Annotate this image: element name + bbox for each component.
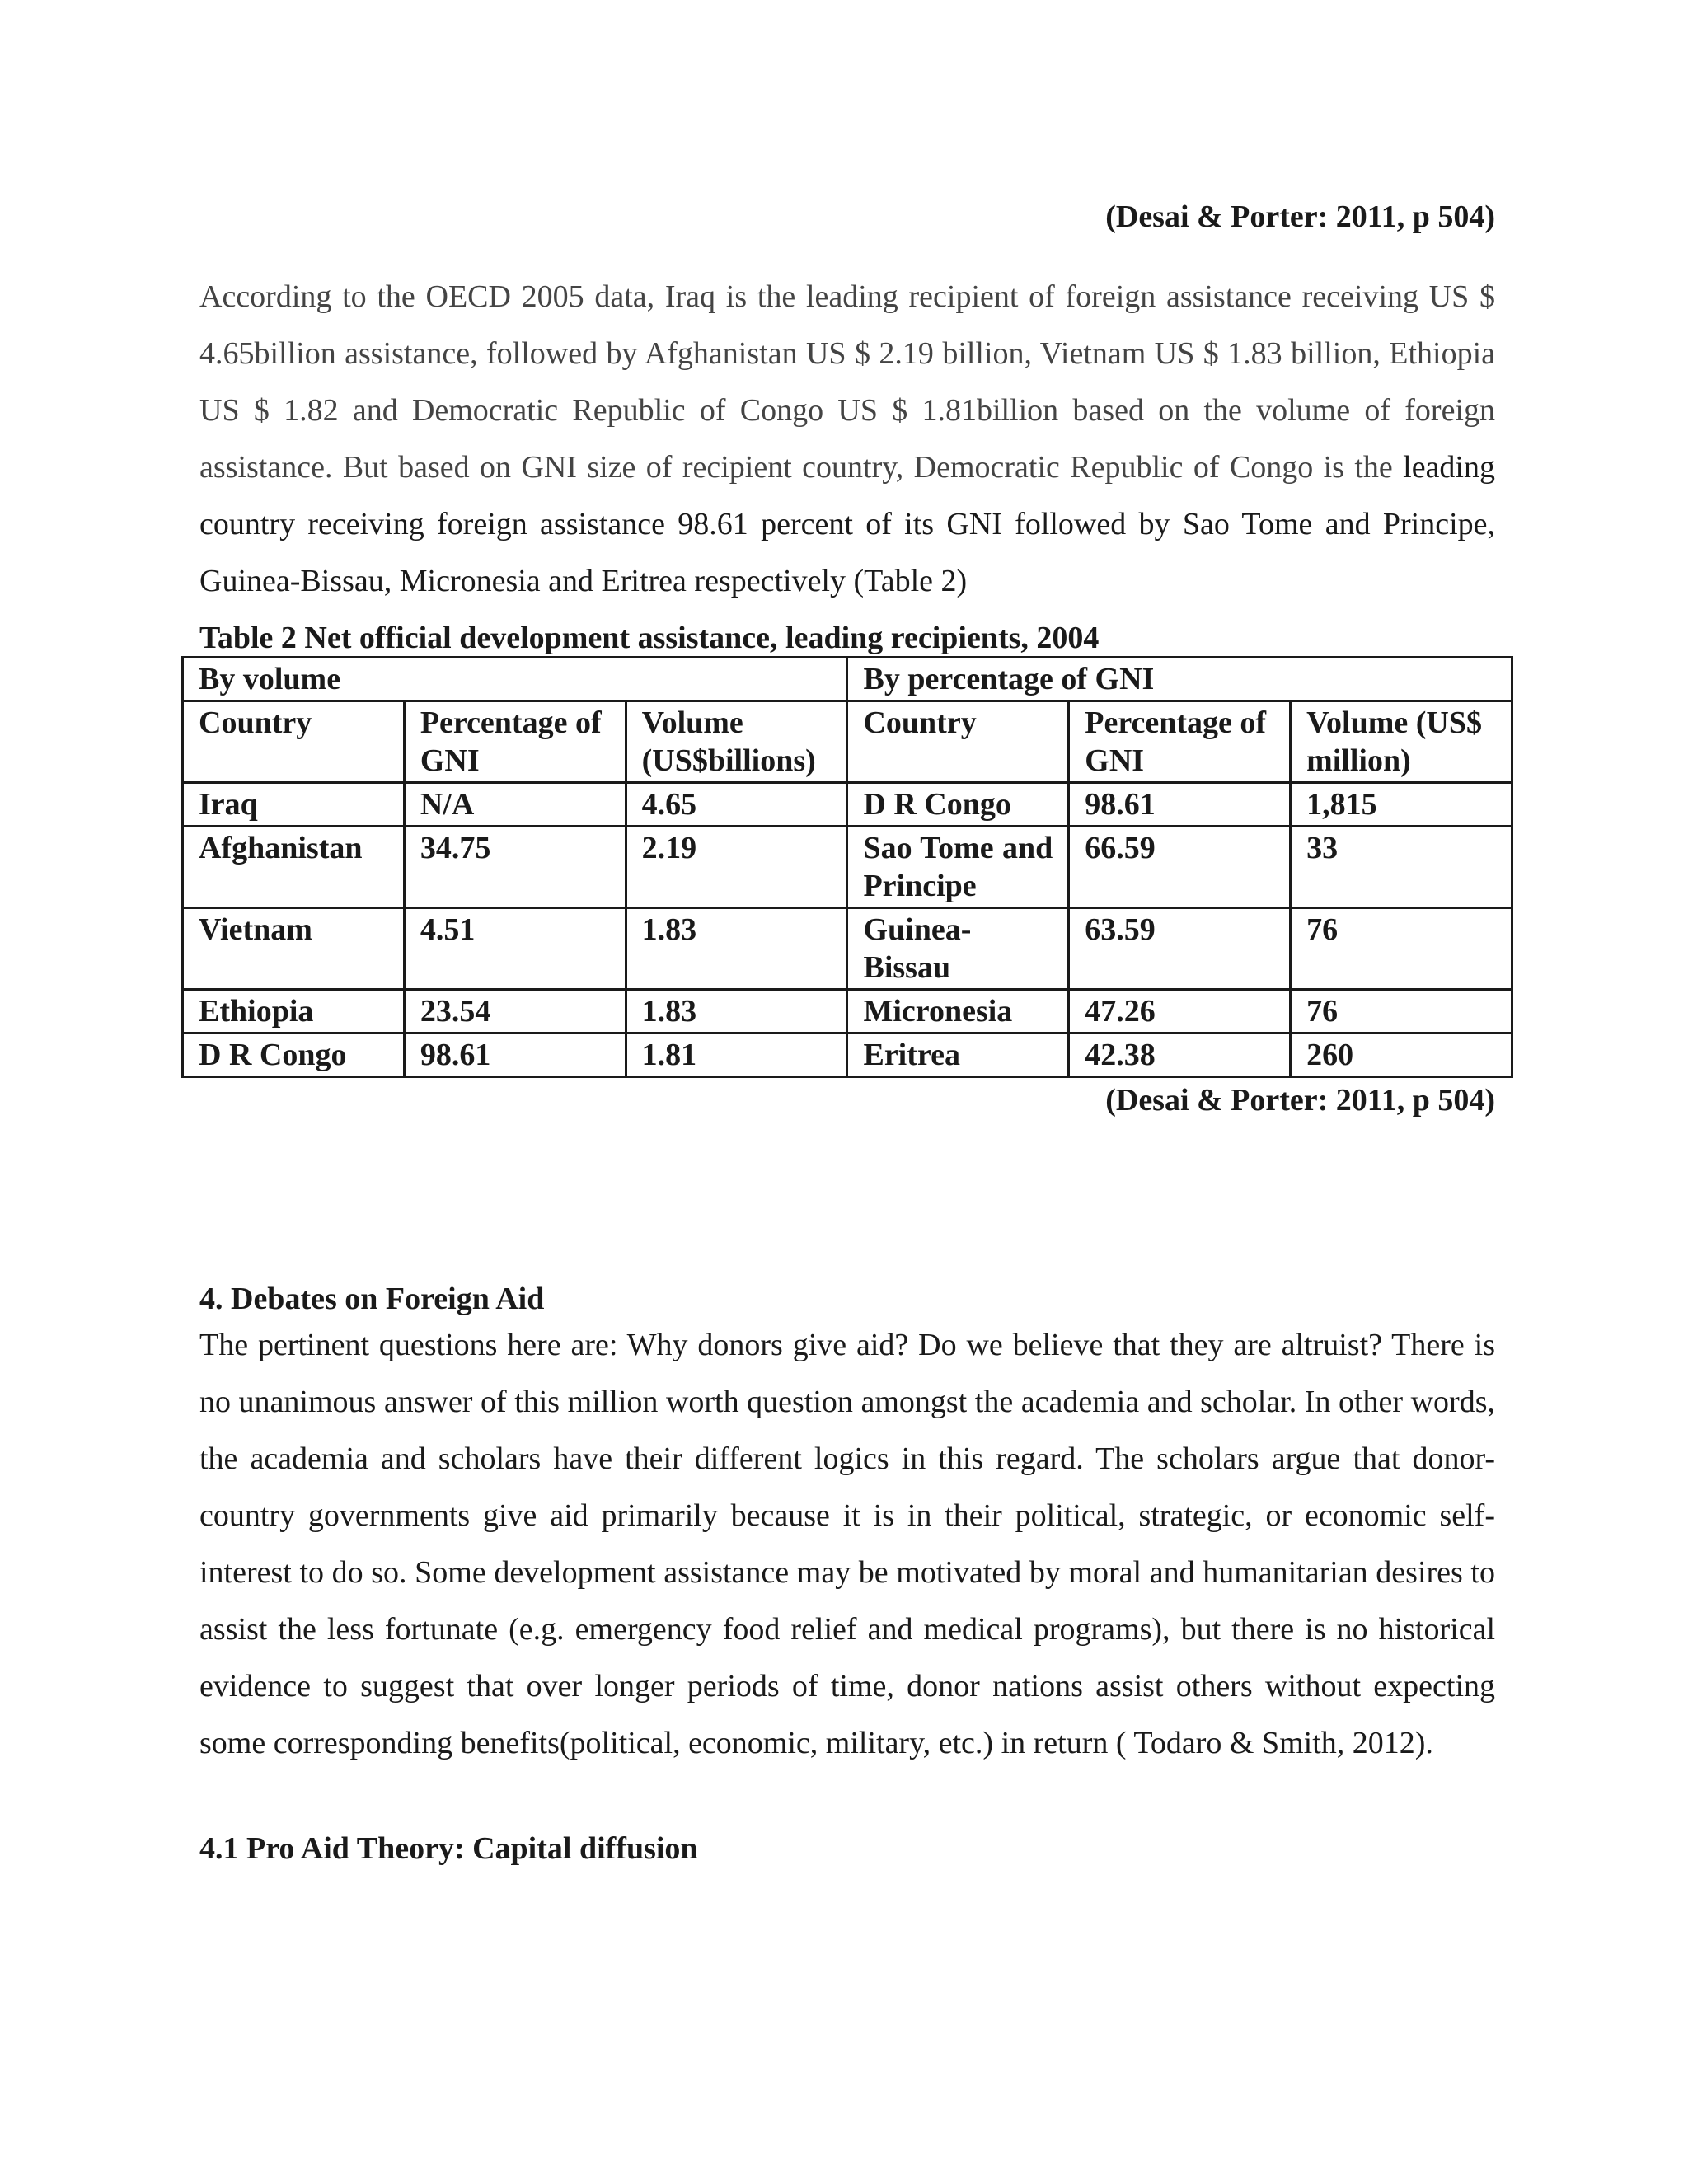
table-cell: N/A <box>404 783 626 827</box>
table-cell: 1,815 <box>1291 783 1512 827</box>
table-cell: 76 <box>1291 990 1512 1033</box>
subsection-heading-pro-aid: 4.1 Pro Aid Theory: Capital diffusion <box>199 1831 698 1866</box>
group-header-by-volume: By volume <box>183 658 847 701</box>
paragraph-aid-recipients <box>199 269 1495 610</box>
table-cell: 47.26 <box>1069 990 1291 1033</box>
table-cell: 4.51 <box>404 908 626 990</box>
paragraph-aid-recipients-dark: leading country receiving foreign assistance 98.61 percent of its GNI followed by Sao Tome and Principe, Guinea-Bissau, Micronesia and Eritrea respectively (Table 2) <box>199 450 1495 598</box>
table-cell: Afghanistan <box>183 827 405 908</box>
table-row <box>183 1033 1512 1077</box>
table-row <box>183 783 1512 827</box>
section-heading-debates: 4. Debates on Foreign Aid <box>199 1282 545 1316</box>
citation-top: (Desai & Porter: 2011, p 504) <box>1105 199 1495 234</box>
paragraph-aid-recipients-muted: According to the OECD 2005 data, Iraq is the leading recipient of foreign assistance receiving US $ 4.65billion assistance, followed by Afghanistan US $ 2.19 billion, Vietnam US $ 1.83 billion, Ethiopia US $ 1.82 and Democratic Republic of Congo US $ 1.81billion based on the volume of foreign assistance. But based on GNI size of recipient country, Democratic Republic of Congo is the <box>199 279 1495 485</box>
table-cell: 66.59 <box>1069 827 1291 908</box>
table-cell: 2.19 <box>626 827 847 908</box>
table-column-header-row <box>183 701 1512 783</box>
table-row <box>183 908 1512 990</box>
table-cell: Micronesia <box>847 990 1069 1033</box>
group-header-by-percentage: By percentage of GNI <box>847 658 1512 701</box>
table-cell: 1.83 <box>626 990 847 1033</box>
table-caption: Table 2 Net official development assistance, leading recipients, 2004 <box>199 621 1100 655</box>
paragraph-debates: The pertinent questions here are: Why donors give aid? Do we believe that they are altruist? There is no unanimous answer of this million worth question amongst the academia and scholar. In other words, the academia and scholars have their different logics in this regard. The scholars argue that donor-country governments give aid primarily because it is in their political, strategic, or economic self- interest to do so. Some development assistance may be motivated by moral and humanitarian desires to assist the less fortunate (e.g. emergency food relief and medical programs), but there is no historical evidence to suggest that over longer periods of time, donor nations assist others without expecting some corresponding benefits(political, economic, military, etc.) in return ( Todaro & Smith, 2012). <box>199 1328 1495 1760</box>
table-row <box>183 990 1512 1033</box>
table-cell: 42.38 <box>1069 1033 1291 1077</box>
table-cell: 4.65 <box>626 783 847 827</box>
table-cell: 34.75 <box>404 827 626 908</box>
table-cell: Eritrea <box>847 1033 1069 1077</box>
table-cell: D R Congo <box>847 783 1069 827</box>
table-cell: 1.81 <box>626 1033 847 1077</box>
column-header: Country <box>183 701 405 783</box>
column-header: Volume (US$billions) <box>626 701 847 783</box>
table-cell: 33 <box>1291 827 1512 908</box>
table-cell: 1.83 <box>626 908 847 990</box>
table-cell: 63.59 <box>1069 908 1291 990</box>
document-page <box>199 198 1495 1868</box>
table-cell: 98.61 <box>1069 783 1291 827</box>
table-cell: Vietnam <box>183 908 405 990</box>
column-header: Percentage of GNI <box>1069 701 1291 783</box>
table-cell: Guinea-Bissau <box>847 908 1069 990</box>
citation-bottom: (Desai & Porter: 2011, p 504) <box>1105 1083 1495 1118</box>
table-cell: D R Congo <box>183 1033 405 1077</box>
column-header: Volume (US$ million) <box>1291 701 1512 783</box>
table-row <box>183 827 1512 908</box>
table-cell: Ethiopia <box>183 990 405 1033</box>
column-header: Country <box>847 701 1069 783</box>
table-cell: 260 <box>1291 1033 1512 1077</box>
table-group-header-row <box>183 658 1512 701</box>
table-cell: 98.61 <box>404 1033 626 1077</box>
table-cell: 23.54 <box>404 990 626 1033</box>
column-header: Percentage of GNI <box>404 701 626 783</box>
table-cell: Sao Tome and Principe <box>847 827 1069 908</box>
table-cell: 76 <box>1291 908 1512 990</box>
aid-recipients-table <box>181 656 1513 1078</box>
table-cell: Iraq <box>183 783 405 827</box>
